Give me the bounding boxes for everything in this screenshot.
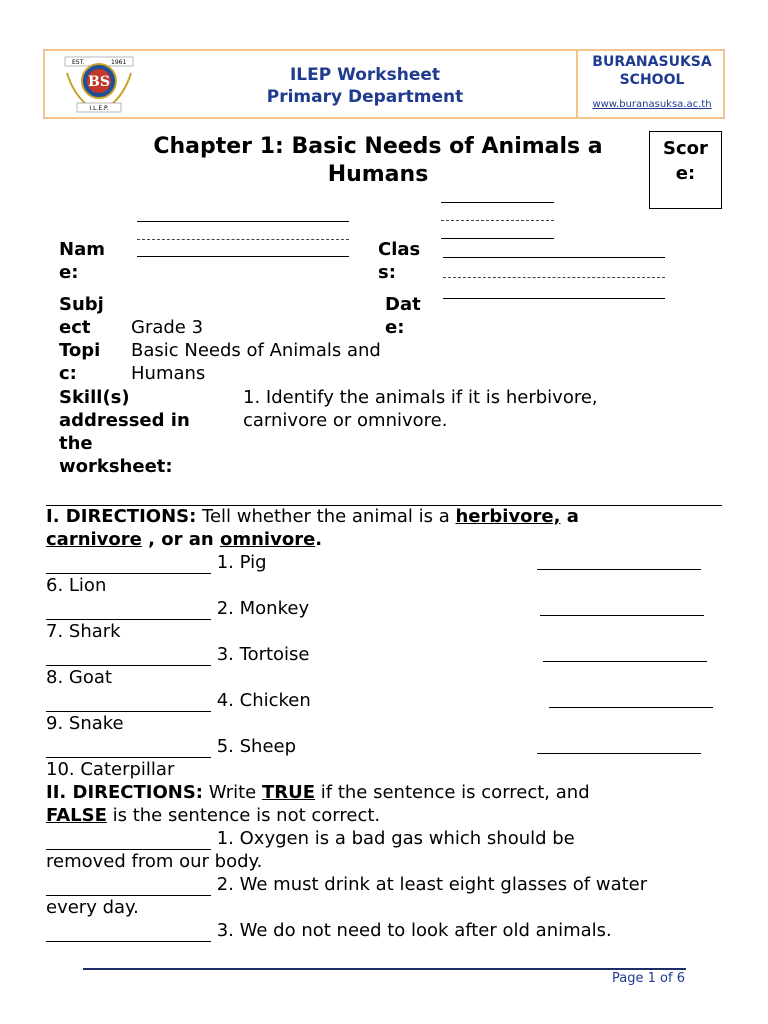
- tf-question-text: 3. We do not need to look after old animals.: [216, 920, 612, 941]
- question-row: [46, 643, 726, 666]
- page-number: Page 1 of 6: [612, 971, 685, 986]
- answer-blank[interactable]: [46, 693, 211, 712]
- header-separator: [576, 51, 578, 117]
- answer-blank[interactable]: [540, 597, 704, 616]
- class-dash: [443, 277, 665, 278]
- answer-blank[interactable]: [537, 735, 701, 754]
- tf-question-text: 1. Oxygen is a bad gas which should be: [216, 828, 575, 849]
- date-input-line[interactable]: [443, 298, 665, 299]
- subject-label-l1: Subj: [59, 294, 104, 315]
- section2-directions-line2: [46, 804, 726, 827]
- class-input-line[interactable]: [443, 257, 665, 258]
- answer-blank[interactable]: [46, 739, 211, 758]
- tf-question-3: [46, 919, 726, 942]
- skills-label-l3: the: [59, 433, 93, 454]
- name-label: [59, 238, 105, 284]
- answer-blank[interactable]: [537, 551, 701, 570]
- skills-value: [243, 386, 598, 432]
- logo-year: 1961: [111, 59, 127, 66]
- header-title-line2: Primary Department: [266, 87, 464, 107]
- school-name: [581, 53, 723, 89]
- word-true: TRUE: [261, 782, 316, 803]
- question-item: 4. Chicken: [216, 690, 311, 711]
- section1-directions: [46, 505, 726, 528]
- name-dash: [137, 239, 349, 240]
- school-name-line2: SCHOOL: [619, 72, 685, 88]
- section1-text1: Tell whether the animal is a: [196, 506, 456, 527]
- header-title-line1: ILEP Worksheet: [289, 65, 441, 85]
- class-label-l2: s:: [378, 262, 396, 283]
- score-dash-1: [441, 220, 554, 221]
- tf-question-2: [46, 873, 726, 896]
- name-label-l2: e:: [59, 262, 79, 283]
- tf-question-text: every day.: [46, 897, 139, 918]
- date-label-l1: Dat: [385, 294, 421, 315]
- subject-label-l2: ect: [59, 317, 91, 338]
- header-title: [215, 64, 515, 108]
- topic-label-l1: Topi: [59, 340, 101, 361]
- tf-question-1: [46, 827, 726, 850]
- logo-est: EST.: [72, 59, 85, 66]
- class-label: [378, 238, 420, 284]
- score-box[interactable]: [649, 131, 722, 209]
- score-line-1: [441, 202, 554, 203]
- topic-label-l2: c:: [59, 363, 77, 384]
- question-row: [46, 689, 726, 712]
- word-false: FALSE: [46, 805, 107, 826]
- question-item: 2. Monkey: [216, 598, 310, 619]
- section2-directions: [46, 781, 726, 804]
- topic-value: [131, 339, 381, 385]
- section1-directions-line2: [46, 528, 726, 551]
- school-name-line1: BURANASUKSA: [592, 54, 712, 70]
- logo-ilep: I.L.E.P.: [89, 105, 109, 112]
- score-label-line1: Scor: [663, 138, 708, 159]
- skills-value-l2: carnivore or omnivore.: [243, 410, 448, 431]
- subject-value: Grade 3: [131, 317, 204, 338]
- score-label-line2: e:: [675, 163, 696, 184]
- class-label-l1: Clas: [378, 239, 421, 260]
- name-label-l1: Nam: [59, 239, 105, 260]
- question-item: 8. Goat: [46, 667, 112, 688]
- topic-value-l2: Humans: [131, 363, 206, 384]
- question-row: [46, 551, 726, 574]
- section1-heading: I. DIRECTIONS:: [46, 506, 197, 527]
- subject-label: [59, 293, 104, 339]
- question-item: 6. Lion: [46, 575, 107, 596]
- question-item: 7. Shark: [46, 621, 121, 642]
- skills-value-l1: 1. Identify the animals if it is herbivore,: [243, 387, 598, 408]
- section2-text1: Write: [203, 782, 262, 803]
- name-input-line[interactable]: [137, 256, 349, 257]
- question-item: 5. Sheep: [216, 736, 297, 757]
- question-item: 1. Pig: [216, 552, 267, 573]
- logo-initials: BS: [88, 74, 110, 90]
- skills-label: [59, 386, 190, 478]
- tf-question-text: 2. We must drink at least eight glasses of water: [216, 874, 648, 895]
- chapter-title-line1: Chapter 1: Basic Needs of Animals a: [153, 134, 603, 159]
- skills-label-l2: addressed in: [59, 410, 190, 431]
- section2-text3: is the sentence is not correct.: [106, 805, 381, 826]
- question-row: [46, 735, 726, 758]
- answer-blank[interactable]: [46, 877, 211, 896]
- chapter-title: [108, 133, 648, 189]
- worksheet-header: [43, 49, 725, 119]
- answer-blank[interactable]: [46, 923, 211, 942]
- word-herbivore: herbivore,: [455, 506, 561, 527]
- section1: [46, 505, 726, 942]
- school-website-link[interactable]: www.buranasuksa.ac.th: [592, 99, 712, 110]
- school-crest-icon: [63, 53, 135, 115]
- question-row: [46, 597, 726, 620]
- date-label-l2: e:: [385, 317, 405, 338]
- question-item: 3. Tortoise: [216, 644, 310, 665]
- chapter-title-line2: Humans: [327, 162, 429, 187]
- answer-blank[interactable]: [46, 601, 211, 620]
- score-line-2: [441, 238, 554, 239]
- answer-blank[interactable]: [46, 555, 211, 574]
- word-omnivore: omnivore: [219, 529, 316, 550]
- section1-text4: .: [315, 529, 323, 550]
- answer-blank[interactable]: [46, 647, 211, 666]
- answer-blank[interactable]: [549, 689, 713, 708]
- word-carnivore: carnivore: [46, 529, 142, 550]
- topic-value-l1: Basic Needs of Animals and: [131, 340, 381, 361]
- name-line-top: [137, 221, 349, 222]
- question-item: 10. Caterpillar: [46, 759, 175, 780]
- skills-label-l4: worksheet:: [59, 456, 173, 477]
- footer-line: [83, 968, 686, 970]
- answer-blank[interactable]: [543, 643, 707, 662]
- section1-text2: a: [560, 506, 579, 527]
- answer-blank[interactable]: [46, 831, 211, 850]
- section1-text3: , or an: [141, 529, 220, 550]
- section2-heading: II. DIRECTIONS:: [46, 782, 204, 803]
- date-label: [385, 293, 421, 339]
- topic-label: [59, 339, 100, 385]
- question-item: 9. Snake: [46, 713, 124, 734]
- skills-label-l1: Skill(s): [59, 387, 130, 408]
- section2-text2: if the sentence is correct, and: [315, 782, 590, 803]
- tf-question-text: removed from our body.: [46, 851, 263, 872]
